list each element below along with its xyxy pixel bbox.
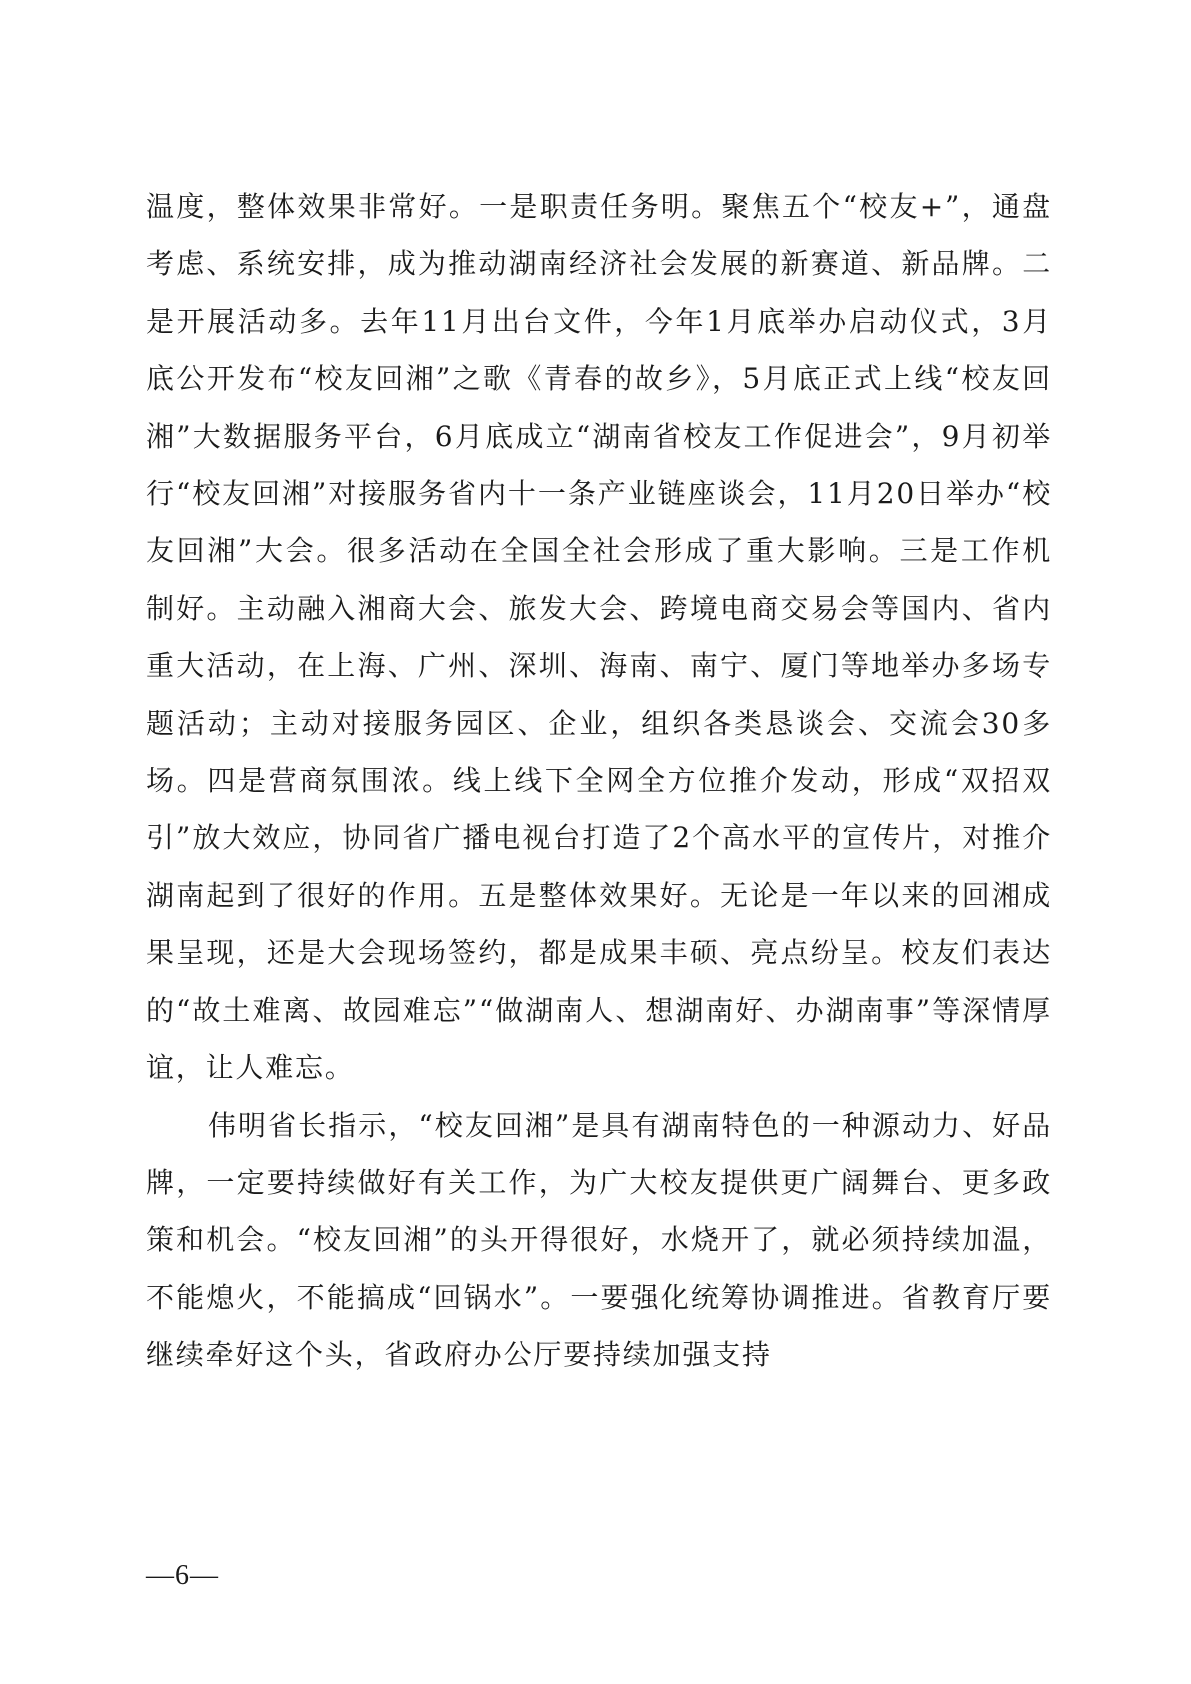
paragraph-instructions: 伟明省长指示，“校友回湘”是具有湖南特色的一种源动力、好品牌，一定要持续做好有关工作，为广大校友提供更广阔舞台、更多政策和机会。“校友回湘”的头开得很好，水烧开了，就必须持续加温，不能熄火，不能搞成“回锅水”。一要强化统筹协调推进。省教育厅要继续牵好这个头，省政府办公厅要持续加强支持 bbox=[146, 1108, 1052, 1372]
page-number: —6— bbox=[146, 1560, 219, 1591]
body-text bbox=[146, 178, 1052, 1384]
paragraph-summary: 温度，整体效果非常好。一是职责任务明。聚焦五个“校友+”，通盘考虑、系统安排，成为推动湖南经济社会发展的新赛道、新品牌。二是开展活动多。去年11月出台文件，今年1月底举办启动仪式，3月底公开发布“校友回湘”之歌《青春的故乡》，5月底正式上线“校友回湘”大数据服务平台，6月底成立“湖南省校友工作促进会”，9月初举行“校友回湘”对接服务省内十一条产业链座谈会，11月20日举办“校友回湘”大会。很多活动在全国全社会形成了重大影响。三是工作机制好。主动融入湘商大会、旅发大会、跨境电商交易会等国内、省内重大活动，在上海、广州、深圳、海南、南宁、厦门等地举办多场专题活动；主动对接服务园区、企业，组织各类恳谈会、交流会30多场。四是营商氛围浓。线上线下全网全方位推介发动，形成“双招双引”放大效应，协同省广播电视台打造了2个高水平的宣传片，对推介湖南起到了很好的作用。五是整体效果好。无论是一年以来的回湘成果呈现，还是大会现场签约，都是成果丰硕、亮点纷呈。校友们表达的“故土难离、故园难忘”“做湖南人、想湖南好、办湖南事”等深情厚谊，让人难忘。 bbox=[146, 190, 1052, 1085]
